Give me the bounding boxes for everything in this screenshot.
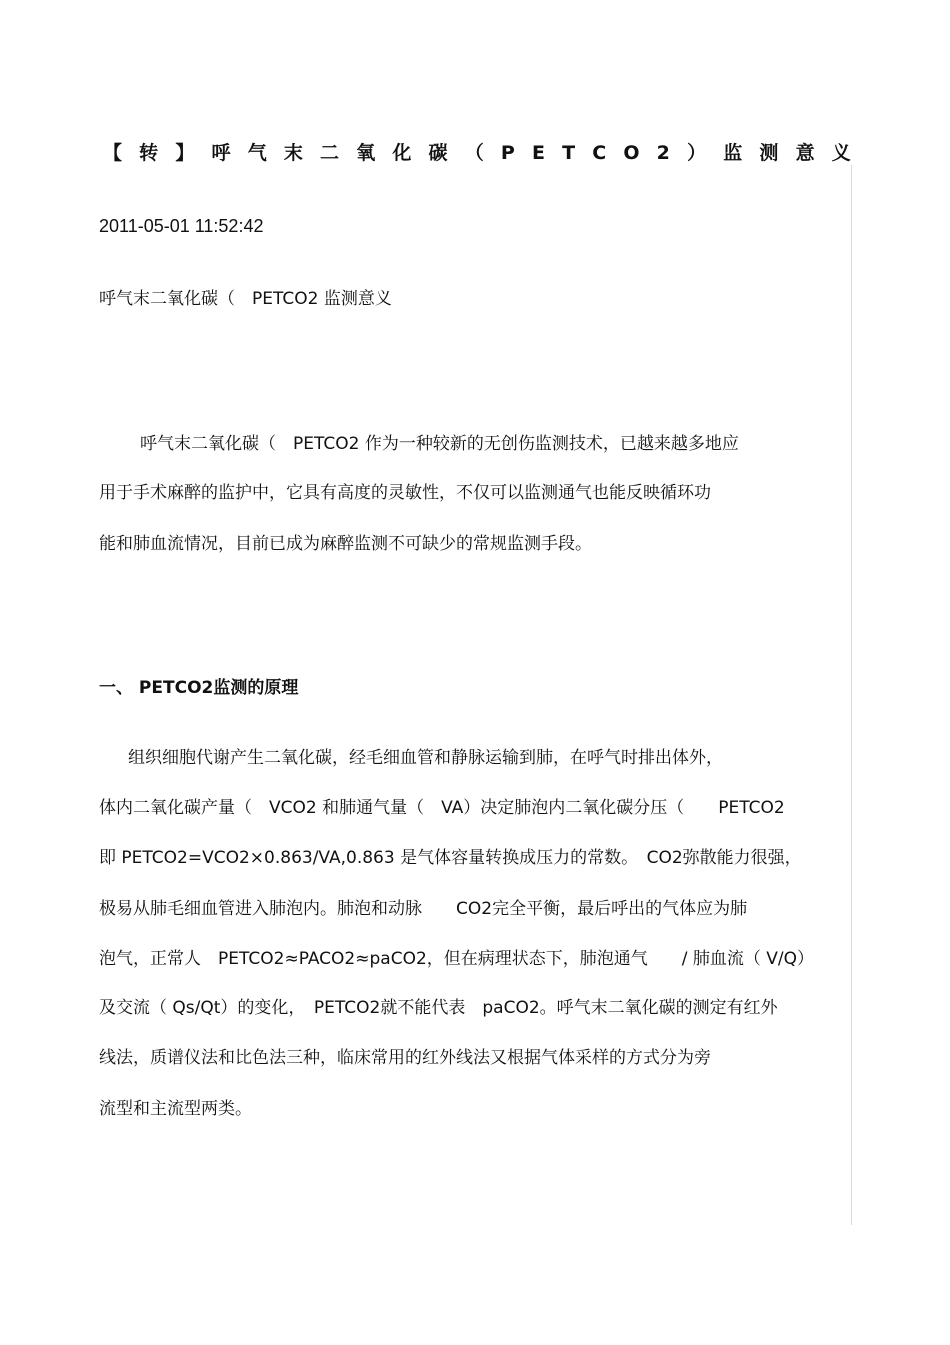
title-char: 】 xyxy=(175,142,195,164)
title-char: 末 xyxy=(283,142,303,164)
title-char: O xyxy=(623,142,640,164)
title-char: （ xyxy=(464,142,484,164)
principle-line: 泡气，正常人 PETCO2≈PACO2≈paCO2，但在病理状态下，肺泡通气 / 肺血流（ V/Q） xyxy=(99,949,815,969)
title-char: 气 xyxy=(247,142,267,164)
title-char: 化 xyxy=(392,142,412,164)
title-char: 监 xyxy=(723,142,743,164)
title-char: C xyxy=(592,142,607,164)
page-edge-line xyxy=(851,165,852,1225)
title-char: 意 xyxy=(795,142,815,164)
principle-line: 体内二氧化碳产量（ VCO2 和肺通气量（ VA）决定肺泡内二氧化碳分压（ PETCO2 xyxy=(99,798,785,818)
title-char: 氧 xyxy=(356,142,376,164)
intro-line: 用于手术麻醉的监护中，它具有高度的灵敏性，不仅可以监测通气也能反映循环功 xyxy=(99,483,711,503)
title-char: 二 xyxy=(320,142,340,164)
title-char: 测 xyxy=(759,142,779,164)
title-char: 碳 xyxy=(428,142,448,164)
title-char: ） xyxy=(687,142,707,164)
principle-line: 及交流（ Qs/Qt）的变化， PETCO2就不能代表 paCO2。呼气末二氧化碳的测定有红外 xyxy=(99,998,778,1018)
principle-line: 即 PETCO2=VCO2×0.863/VA,0.863 是气体容量转换成压力的常数。 CO2弥散能力很强， xyxy=(99,848,802,868)
subtitle: 呼气末二氧化碳（ PETCO2 监测意义 xyxy=(99,289,392,309)
section-heading: 一、 PETCO2监测的原理 xyxy=(99,678,299,698)
title-char: 【 xyxy=(103,142,123,164)
intro-line: 呼气末二氧化碳（ PETCO2 作为一种较新的无创伤监测技术，已越来越多地应 xyxy=(140,434,739,454)
principle-line: 线法，质谱仪法和比色法三种，临床常用的红外线法又根据气体采样的方式分为旁 xyxy=(99,1048,711,1068)
intro-line: 能和肺血流情况，目前已成为麻醉监测不可缺少的常规监测手段。 xyxy=(99,534,592,554)
title-char: P xyxy=(500,142,515,164)
title-char: 2 xyxy=(656,142,670,164)
title-char: 转 xyxy=(139,142,159,164)
principle-line: 极易从肺毛细血管进入肺泡内。肺泡和动脉 CO2完全平衡，最后呼出的气体应为肺 xyxy=(99,899,748,919)
title-char: T xyxy=(562,142,576,164)
title-char: E xyxy=(531,142,545,164)
principle-line: 组织细胞代谢产生二氧化碳，经毛细血管和静脉运输到肺，在呼气时排出体外， xyxy=(128,748,723,768)
principle-line: 流型和主流型两类。 xyxy=(99,1099,252,1119)
document-title xyxy=(103,141,851,165)
post-date: 2011-05-01 11:52:42 xyxy=(99,216,264,236)
title-char: 呼 xyxy=(211,142,231,164)
title-char: 义 xyxy=(831,142,851,164)
